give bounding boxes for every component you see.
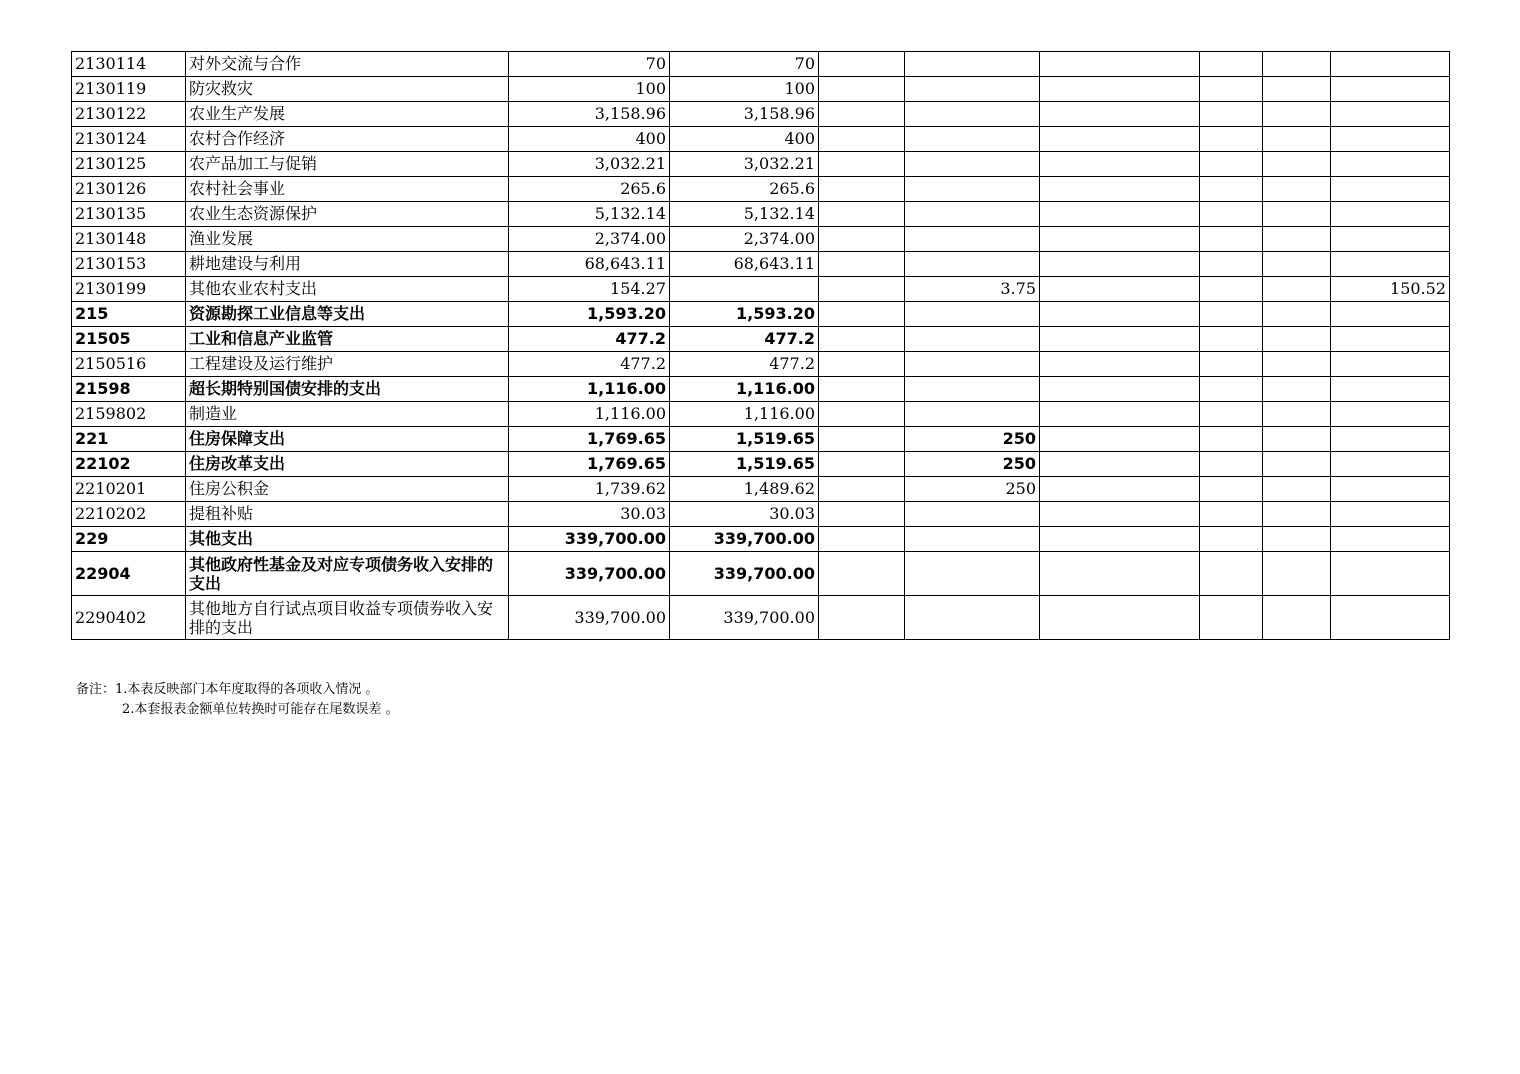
cell-amount xyxy=(1200,152,1263,177)
cell-code: 2210202 xyxy=(72,502,186,527)
cell-amount: 477.2 xyxy=(670,327,819,352)
cell-amount xyxy=(1263,152,1331,177)
cell-amount: 265.6 xyxy=(670,177,819,202)
cell-amount xyxy=(1263,552,1331,596)
cell-amount xyxy=(1331,377,1450,402)
cell-amount: 250 xyxy=(905,452,1040,477)
cell-amount xyxy=(1331,402,1450,427)
cell-amount: 68,643.11 xyxy=(509,252,670,277)
cell-name: 工业和信息产业监管 xyxy=(186,327,509,352)
cell-code: 2159802 xyxy=(72,402,186,427)
cell-amount xyxy=(1263,377,1331,402)
cell-amount: 3,032.21 xyxy=(509,152,670,177)
cell-amount xyxy=(1040,102,1200,127)
cell-amount xyxy=(1331,327,1450,352)
cell-amount xyxy=(819,152,905,177)
cell-code: 21505 xyxy=(72,327,186,352)
cell-amount xyxy=(819,527,905,552)
table-row xyxy=(72,352,1450,377)
cell-name: 其他政府性基金及对应专项债务收入安排的支出 xyxy=(186,552,509,596)
cell-amount xyxy=(1331,202,1450,227)
cell-amount xyxy=(819,477,905,502)
cell-amount xyxy=(1263,52,1331,77)
cell-name: 其他支出 xyxy=(186,527,509,552)
cell-amount xyxy=(1040,552,1200,596)
cell-amount: 477.2 xyxy=(670,352,819,377)
cell-code: 22904 xyxy=(72,552,186,596)
cell-amount xyxy=(1200,596,1263,640)
table-row xyxy=(72,52,1450,77)
cell-amount xyxy=(819,177,905,202)
cell-amount: 339,700.00 xyxy=(509,596,670,640)
table-row xyxy=(72,302,1450,327)
cell-amount xyxy=(1040,427,1200,452)
cell-amount xyxy=(905,77,1040,102)
cell-amount: 30.03 xyxy=(509,502,670,527)
table-row xyxy=(72,252,1450,277)
cell-amount: 1,593.20 xyxy=(670,302,819,327)
cell-amount xyxy=(819,302,905,327)
cell-name: 耕地建设与利用 xyxy=(186,252,509,277)
table-row xyxy=(72,77,1450,102)
cell-amount xyxy=(819,377,905,402)
cell-amount: 100 xyxy=(509,77,670,102)
cell-amount xyxy=(1200,402,1263,427)
cell-amount xyxy=(905,596,1040,640)
cell-amount xyxy=(1331,302,1450,327)
cell-amount: 1,519.65 xyxy=(670,452,819,477)
cell-amount xyxy=(819,552,905,596)
cell-amount: 1,116.00 xyxy=(670,377,819,402)
cell-amount xyxy=(1040,252,1200,277)
cell-amount xyxy=(1263,202,1331,227)
cell-amount: 1,116.00 xyxy=(509,377,670,402)
cell-amount xyxy=(1263,177,1331,202)
cell-amount xyxy=(670,277,819,302)
cell-amount: 339,700.00 xyxy=(670,596,819,640)
cell-code: 2130124 xyxy=(72,127,186,152)
table-row xyxy=(72,552,1450,596)
cell-amount: 265.6 xyxy=(509,177,670,202)
cell-amount xyxy=(1040,452,1200,477)
cell-amount xyxy=(1200,202,1263,227)
cell-amount: 477.2 xyxy=(509,327,670,352)
cell-amount: 339,700.00 xyxy=(509,527,670,552)
cell-code: 2130114 xyxy=(72,52,186,77)
cell-amount xyxy=(905,152,1040,177)
cell-amount: 1,739.62 xyxy=(509,477,670,502)
cell-amount: 339,700.00 xyxy=(509,552,670,596)
cell-amount xyxy=(1040,52,1200,77)
cell-amount xyxy=(1331,152,1450,177)
cell-amount xyxy=(1200,52,1263,77)
cell-amount xyxy=(905,52,1040,77)
cell-amount xyxy=(1331,596,1450,640)
cell-amount: 70 xyxy=(670,52,819,77)
cell-amount xyxy=(1040,596,1200,640)
cell-amount xyxy=(1263,102,1331,127)
cell-amount xyxy=(819,596,905,640)
cell-amount: 1,593.20 xyxy=(509,302,670,327)
cell-amount xyxy=(1331,227,1450,252)
cell-amount: 1,116.00 xyxy=(509,402,670,427)
cell-amount xyxy=(905,527,1040,552)
cell-code: 2130119 xyxy=(72,77,186,102)
cell-amount xyxy=(1040,77,1200,102)
cell-amount xyxy=(905,252,1040,277)
cell-amount xyxy=(819,452,905,477)
cell-name: 农村社会事业 xyxy=(186,177,509,202)
cell-name: 住房保障支出 xyxy=(186,427,509,452)
cell-amount xyxy=(1040,152,1200,177)
cell-amount xyxy=(1200,77,1263,102)
cell-amount xyxy=(1040,277,1200,302)
table-row xyxy=(72,527,1450,552)
cell-amount xyxy=(1040,127,1200,152)
cell-amount xyxy=(819,402,905,427)
cell-amount xyxy=(905,227,1040,252)
cell-name: 超长期特别国债安排的支出 xyxy=(186,377,509,402)
cell-amount xyxy=(1200,377,1263,402)
cell-amount xyxy=(905,127,1040,152)
cell-amount xyxy=(1200,502,1263,527)
cell-amount xyxy=(1263,227,1331,252)
cell-amount xyxy=(1200,302,1263,327)
cell-amount xyxy=(1200,277,1263,302)
cell-amount xyxy=(1200,427,1263,452)
cell-amount xyxy=(1200,327,1263,352)
cell-code: 2130126 xyxy=(72,177,186,202)
footnotes xyxy=(76,680,399,720)
cell-amount xyxy=(1263,596,1331,640)
cell-amount xyxy=(1263,77,1331,102)
cell-amount xyxy=(819,277,905,302)
cell-name: 防灾救灾 xyxy=(186,77,509,102)
table-row xyxy=(72,427,1450,452)
cell-amount: 400 xyxy=(670,127,819,152)
cell-amount xyxy=(1263,252,1331,277)
cell-amount: 100 xyxy=(670,77,819,102)
cell-amount xyxy=(905,402,1040,427)
cell-amount: 339,700.00 xyxy=(670,527,819,552)
cell-name: 住房改革支出 xyxy=(186,452,509,477)
cell-amount: 3,158.96 xyxy=(670,102,819,127)
cell-amount xyxy=(905,552,1040,596)
cell-amount xyxy=(819,352,905,377)
cell-amount: 154.27 xyxy=(509,277,670,302)
cell-amount xyxy=(905,302,1040,327)
cell-amount xyxy=(1263,127,1331,152)
cell-code: 2290402 xyxy=(72,596,186,640)
cell-amount xyxy=(1263,452,1331,477)
cell-amount xyxy=(1040,302,1200,327)
cell-name: 其他农业农村支出 xyxy=(186,277,509,302)
cell-amount: 339,700.00 xyxy=(670,552,819,596)
table-row xyxy=(72,127,1450,152)
cell-name: 农产品加工与促销 xyxy=(186,152,509,177)
cell-amount: 3,032.21 xyxy=(670,152,819,177)
cell-amount xyxy=(819,102,905,127)
table-row xyxy=(72,377,1450,402)
cell-amount: 1,769.65 xyxy=(509,427,670,452)
cell-amount xyxy=(1040,202,1200,227)
table-row xyxy=(72,102,1450,127)
cell-amount xyxy=(819,252,905,277)
cell-amount: 68,643.11 xyxy=(670,252,819,277)
cell-code: 2130122 xyxy=(72,102,186,127)
cell-amount: 2,374.00 xyxy=(670,227,819,252)
cell-amount xyxy=(1040,477,1200,502)
cell-amount xyxy=(819,127,905,152)
cell-name: 渔业发展 xyxy=(186,227,509,252)
table-row xyxy=(72,402,1450,427)
cell-amount xyxy=(1200,452,1263,477)
cell-amount xyxy=(819,77,905,102)
cell-amount xyxy=(1331,127,1450,152)
cell-amount xyxy=(905,327,1040,352)
cell-amount xyxy=(1263,402,1331,427)
cell-code: 2210201 xyxy=(72,477,186,502)
cell-amount xyxy=(1040,352,1200,377)
table-row xyxy=(72,452,1450,477)
cell-amount xyxy=(1200,352,1263,377)
cell-amount xyxy=(1040,502,1200,527)
cell-amount xyxy=(1263,277,1331,302)
cell-amount: 150.52 xyxy=(1331,277,1450,302)
cell-amount xyxy=(1331,52,1450,77)
cell-amount xyxy=(1040,327,1200,352)
cell-amount: 2,374.00 xyxy=(509,227,670,252)
cell-code: 2150516 xyxy=(72,352,186,377)
cell-code: 2130135 xyxy=(72,202,186,227)
cell-code: 22102 xyxy=(72,452,186,477)
cell-amount xyxy=(905,177,1040,202)
cell-amount: 250 xyxy=(905,477,1040,502)
footnote-line-2: 2.本套报表金额单位转换时可能存在尾数误差 。 xyxy=(122,702,399,717)
table-row xyxy=(72,477,1450,502)
cell-code: 229 xyxy=(72,527,186,552)
cell-amount xyxy=(819,202,905,227)
cell-amount xyxy=(1200,177,1263,202)
table-row xyxy=(72,227,1450,252)
cell-amount: 477.2 xyxy=(509,352,670,377)
cell-code: 221 xyxy=(72,427,186,452)
cell-amount xyxy=(1200,527,1263,552)
cell-amount xyxy=(1040,527,1200,552)
table-body xyxy=(72,52,1450,640)
cell-amount xyxy=(1331,427,1450,452)
cell-name: 住房公积金 xyxy=(186,477,509,502)
table-row xyxy=(72,277,1450,302)
footnote-line-1: 备注：1.本表反映部门本年度取得的各项收入情况 。 xyxy=(76,682,379,697)
cell-name: 工程建设及运行维护 xyxy=(186,352,509,377)
cell-amount xyxy=(1040,227,1200,252)
cell-amount xyxy=(1331,452,1450,477)
cell-code: 2130125 xyxy=(72,152,186,177)
cell-amount xyxy=(819,52,905,77)
cell-amount xyxy=(1331,77,1450,102)
cell-amount: 1,489.62 xyxy=(670,477,819,502)
cell-amount: 3,158.96 xyxy=(509,102,670,127)
cell-name: 对外交流与合作 xyxy=(186,52,509,77)
cell-amount xyxy=(1331,477,1450,502)
cell-amount: 1,116.00 xyxy=(670,402,819,427)
cell-amount xyxy=(1331,352,1450,377)
cell-code: 2130148 xyxy=(72,227,186,252)
cell-amount xyxy=(1331,177,1450,202)
cell-amount xyxy=(1263,502,1331,527)
cell-amount: 400 xyxy=(509,127,670,152)
cell-amount xyxy=(1200,127,1263,152)
cell-amount: 5,132.14 xyxy=(670,202,819,227)
cell-amount xyxy=(1263,427,1331,452)
cell-amount: 5,132.14 xyxy=(509,202,670,227)
cell-code: 2130199 xyxy=(72,277,186,302)
cell-amount xyxy=(1200,102,1263,127)
cell-amount xyxy=(819,502,905,527)
cell-amount: 1,769.65 xyxy=(509,452,670,477)
cell-name: 资源勘探工业信息等支出 xyxy=(186,302,509,327)
cell-name: 农业生态资源保护 xyxy=(186,202,509,227)
cell-amount xyxy=(1331,102,1450,127)
cell-amount xyxy=(905,102,1040,127)
cell-amount xyxy=(819,327,905,352)
cell-code: 21598 xyxy=(72,377,186,402)
cell-amount: 3.75 xyxy=(905,277,1040,302)
cell-amount xyxy=(1200,252,1263,277)
cell-amount xyxy=(1263,477,1331,502)
table-row xyxy=(72,177,1450,202)
cell-amount xyxy=(905,352,1040,377)
cell-amount xyxy=(819,227,905,252)
cell-name: 其他地方自行试点项目收益专项债券收入安排的支出 xyxy=(186,596,509,640)
cell-amount xyxy=(1331,527,1450,552)
budget-table xyxy=(71,51,1450,640)
cell-amount: 1,519.65 xyxy=(670,427,819,452)
cell-amount xyxy=(1200,477,1263,502)
cell-amount xyxy=(1263,302,1331,327)
cell-amount xyxy=(1200,227,1263,252)
cell-name: 农业生产发展 xyxy=(186,102,509,127)
cell-name: 提租补贴 xyxy=(186,502,509,527)
cell-amount: 70 xyxy=(509,52,670,77)
cell-name: 制造业 xyxy=(186,402,509,427)
table-row xyxy=(72,202,1450,227)
cell-code: 215 xyxy=(72,302,186,327)
cell-amount xyxy=(1040,377,1200,402)
cell-amount xyxy=(905,202,1040,227)
cell-amount xyxy=(1263,352,1331,377)
cell-amount xyxy=(905,377,1040,402)
cell-code: 2130153 xyxy=(72,252,186,277)
table-row xyxy=(72,152,1450,177)
cell-amount xyxy=(1040,177,1200,202)
cell-amount: 250 xyxy=(905,427,1040,452)
cell-amount xyxy=(1331,552,1450,596)
cell-amount xyxy=(1263,527,1331,552)
cell-amount: 30.03 xyxy=(670,502,819,527)
cell-amount xyxy=(1331,252,1450,277)
cell-amount xyxy=(1040,402,1200,427)
cell-name: 农村合作经济 xyxy=(186,127,509,152)
cell-amount xyxy=(905,502,1040,527)
table-row xyxy=(72,502,1450,527)
table-row xyxy=(72,327,1450,352)
cell-amount xyxy=(819,427,905,452)
cell-amount xyxy=(1200,552,1263,596)
cell-amount xyxy=(1263,327,1331,352)
table-row xyxy=(72,596,1450,640)
cell-amount xyxy=(1331,502,1450,527)
